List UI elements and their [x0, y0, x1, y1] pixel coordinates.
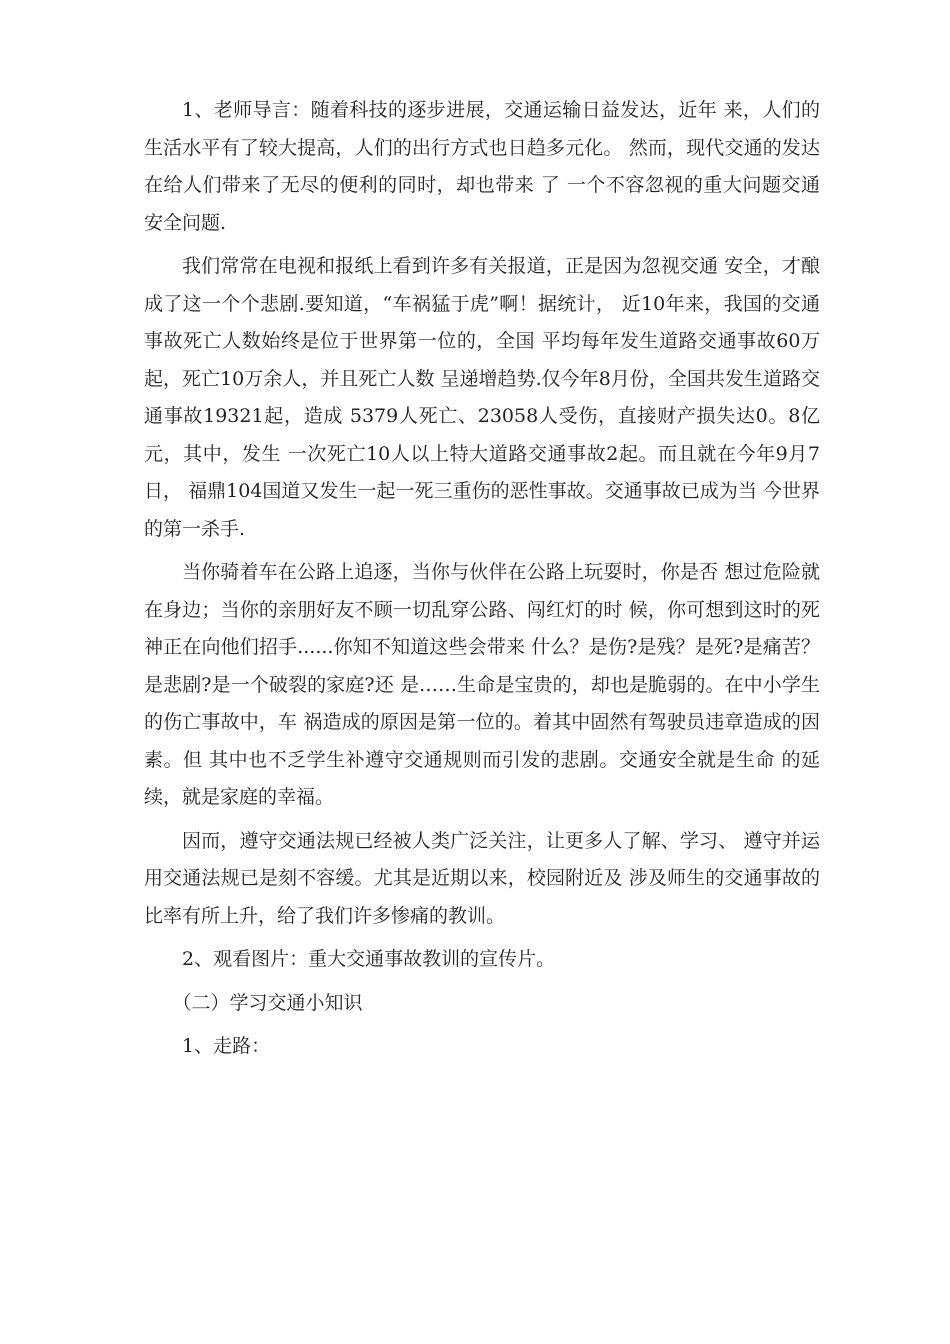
- section-heading: （二）学习交通小知识: [172, 991, 363, 1014]
- sub-item-walking: 1、走路：: [182, 1035, 271, 1057]
- paragraph-danger: 当你骑着车在公路上追逐，当你与伙伴在公路上玩耍时，你是否 想过危险就在身边；当你的亲朋好友不顾一切乱穿公路、闯红灯的时 候，你可想到这时的死神正在向他们招手......你知不知道这些会带来 什么？是伤?是残？是死?是痛苦？是悲剧?是一个破裂的家庭?还 是……生命是宝贵的，却也是脆弱的。在中小学生的伤亡事故中，车 祸造成的原因是第一位的。着其中固然有驾驶员违章造成的因素。但 其中也不乏学生补遵守交通规则而引发的悲剧。交通安全就是生命 的延续，就是家庭的幸福。: [144, 561, 820, 808]
- document-body: [144, 92, 820, 1072]
- paragraph-view-pictures: 2、观看图片：重大交通事故教训的宣传片。: [182, 948, 556, 970]
- paragraph-teacher-intro: 1、老师导言：随着科技的逐步进展，交通运输日益发达，近年 来，人们的生活水平有了较大提高，人们的出行方式也日趋多元化。 然而，现代交通的发达在给人们带来了无尽的便利的同时，却也带来 了 一个不容忽视的重大问题交通安全问题.: [144, 99, 820, 234]
- paragraph-statistics: 我们常常在电视和报纸上看到许多有关报道，正是因为忽视交通 安全，才酿成了这一个个悲剧.要知道，“车祸猛于虎”啊！据统计， 近10年来，我国的交通事故死亡人数始终是位于世界第一位的，全国 平均每年发生道路交通事故60万起，死亡10万余人，并且死亡人数 呈递增趋势.仅今年8月份，全国共发生道路交通事故19321起，造成 5379人死亡、23058人受伤，直接财产损失达0。8亿元，其中，发生 一次死亡10人以上特大道路交通事故2起。而且就在今年9月7日， 福鼎104国道又发生一起一死三重伤的恶性事故。交通事故已成为当 今世界的第一杀手.: [144, 255, 820, 540]
- paragraph-traffic-law: 因而，遵守交通法规已经被人类广泛关注，让更多人了解、学习、 遵守并运用交通法规已是刻不容缓。尤其是近期以来，校园附近及 涉及师生的交通事故的比率有所上升，给了我们许多惨痛的教训。: [144, 829, 820, 927]
